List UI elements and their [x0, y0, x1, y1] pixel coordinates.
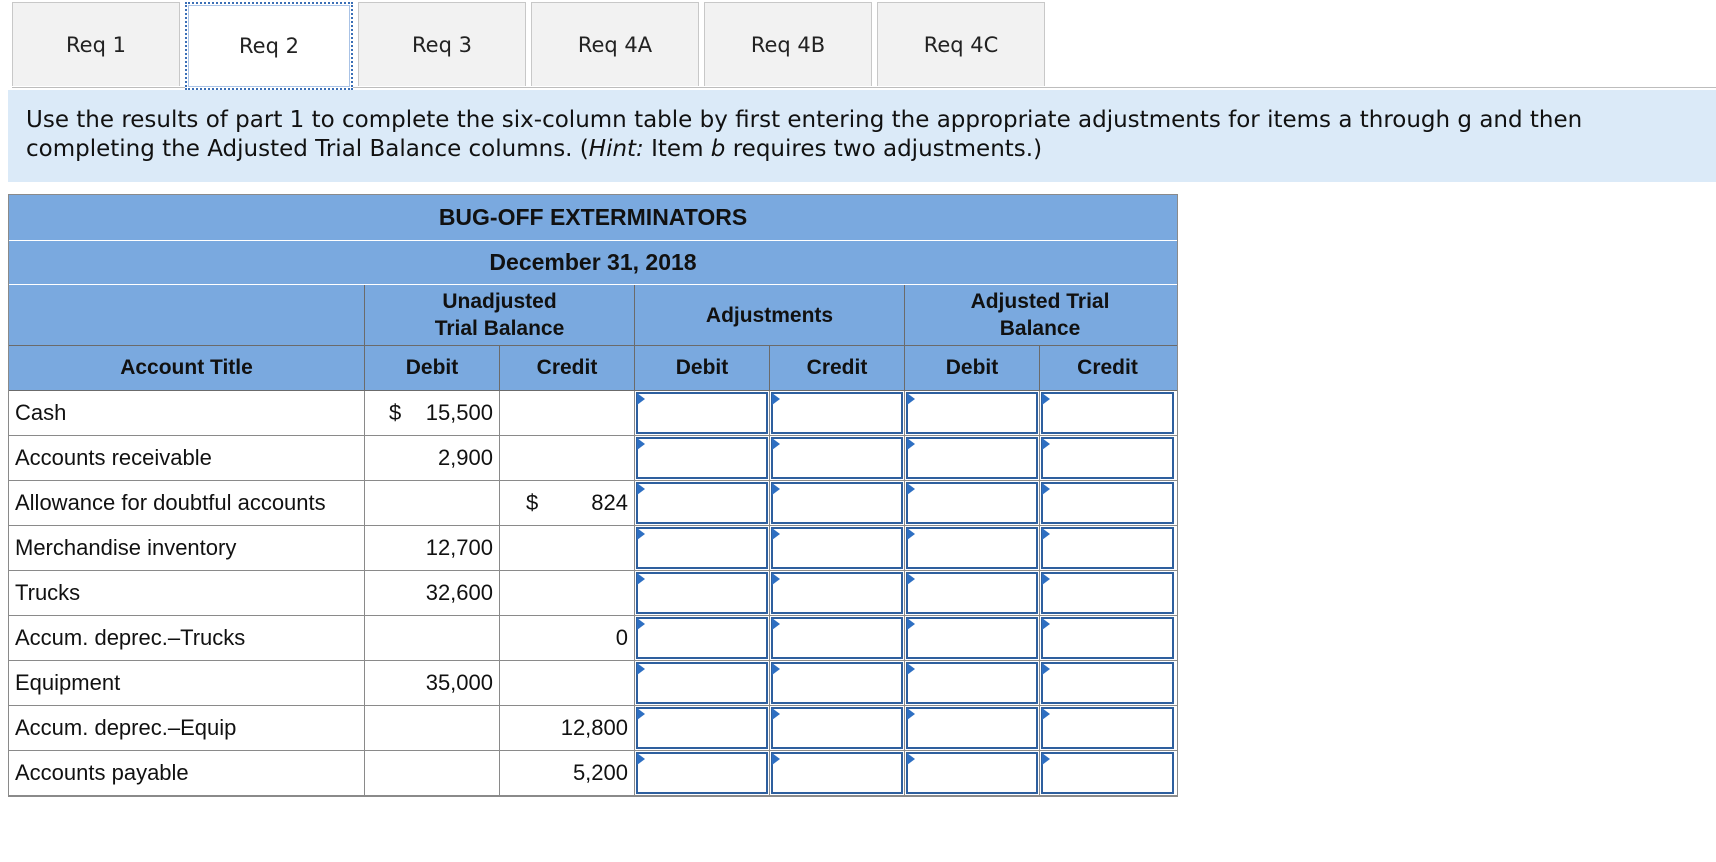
adjusted-credit-input[interactable] [1041, 437, 1174, 479]
adjusted-credit-cell [1040, 391, 1175, 435]
adjusted-debit-input[interactable] [906, 662, 1038, 704]
unadjusted-credit-cell [500, 481, 635, 525]
column-header-row [9, 346, 1177, 391]
adjustments-credit-cell [770, 571, 905, 615]
tab-req-2[interactable]: Req 2 [185, 2, 353, 90]
adjusted-debit-input[interactable] [906, 752, 1038, 794]
adjusted-credit-cell [1040, 751, 1175, 795]
table-row [9, 391, 1177, 436]
col-adj-debit: Debit [635, 346, 770, 390]
adjusted-debit-input[interactable] [906, 617, 1038, 659]
adjusted-credit-cell [1040, 481, 1175, 525]
unadjusted-credit-cell [500, 616, 635, 660]
tab-req-3[interactable]: Req 3 [358, 2, 526, 86]
instruction-part1: Use the results of part 1 to complete the six-column table by first entering the appropriate adjustments for items a through g and then completing the Adjusted Trial Balance columns. ( [26, 107, 1583, 162]
adjustments-debit-input[interactable] [636, 437, 768, 479]
debit-amount: 2,900 [437, 445, 493, 470]
adjusted-credit-input[interactable] [1041, 392, 1174, 434]
adjusted-credit-cell [1040, 526, 1175, 570]
account-title-cell: Accum. deprec.–Trucks [9, 616, 365, 660]
account-title-cell: Accum. deprec.–Equip [9, 706, 365, 750]
unadjusted-debit-cell [365, 436, 500, 480]
debit-amount: 12,700 [425, 535, 493, 560]
account-title-cell: Trucks [9, 571, 365, 615]
adjusted-credit-cell [1040, 571, 1175, 615]
adjusted-debit-input[interactable] [906, 707, 1038, 749]
adjustments-debit-cell [635, 751, 770, 795]
group-adjustments: Adjustments [635, 285, 905, 345]
adjusted-credit-cell [1040, 661, 1175, 705]
dollar-sign: $ [389, 400, 402, 425]
adjustments-credit-input[interactable] [771, 392, 903, 434]
col-unadj-credit: Credit [500, 346, 635, 390]
adjusted-credit-input[interactable] [1041, 752, 1174, 794]
worksheet-table [8, 194, 1178, 797]
adjusted-debit-cell [905, 526, 1040, 570]
col-account-title: Account Title [9, 346, 365, 390]
unadjusted-credit-cell [500, 661, 635, 705]
adjustments-debit-cell [635, 661, 770, 705]
adjusted-credit-cell [1040, 616, 1175, 660]
adjustments-credit-input[interactable] [771, 617, 903, 659]
adjustments-debit-input[interactable] [636, 572, 768, 614]
adjusted-credit-input[interactable] [1041, 527, 1174, 569]
adjustments-debit-cell [635, 571, 770, 615]
debit-amount: 35,000 [425, 670, 493, 695]
account-title-cell: Allowance for doubtful accounts [9, 481, 365, 525]
group-blank [9, 285, 365, 345]
adjusted-debit-cell [905, 616, 1040, 660]
adjustments-credit-cell [770, 661, 905, 705]
adjustments-credit-input[interactable] [771, 707, 903, 749]
adjustments-credit-cell [770, 436, 905, 480]
credit-amount: 824 [591, 490, 628, 515]
table-row [9, 706, 1177, 751]
col-adjusted-credit: Credit [1077, 356, 1138, 379]
adjustments-credit-input[interactable] [771, 482, 903, 524]
adjustments-credit-input[interactable] [771, 527, 903, 569]
adjustments-credit-cell [770, 481, 905, 525]
adjustments-debit-input[interactable] [636, 527, 768, 569]
adjustments-debit-cell [635, 526, 770, 570]
tab-req-4b[interactable]: Req 4B [704, 2, 872, 86]
adjusted-debit-input[interactable] [906, 572, 1038, 614]
table-row [9, 661, 1177, 706]
adjustments-credit-input[interactable] [771, 752, 903, 794]
unadjusted-debit-cell [365, 571, 500, 615]
adjustments-debit-cell [635, 391, 770, 435]
adjusted-debit-input[interactable] [906, 437, 1038, 479]
worksheet-date: December 31, 2018 [9, 241, 1177, 285]
dollar-sign: $ [526, 490, 539, 515]
account-title-cell: Cash [9, 391, 365, 435]
table-row [9, 481, 1177, 526]
table-row [9, 751, 1177, 796]
adjustments-debit-input[interactable] [636, 617, 768, 659]
credit-amount: 5,200 [572, 760, 628, 785]
adjusted-credit-input[interactable] [1041, 662, 1174, 704]
table-row [9, 436, 1177, 481]
adjusted-debit-cell [905, 571, 1040, 615]
adjusted-debit-cell [905, 751, 1040, 795]
unadjusted-credit-cell [500, 751, 635, 795]
adjusted-debit-input[interactable] [906, 482, 1038, 524]
adjustments-debit-input[interactable] [636, 482, 768, 524]
credit-amount: 12,800 [560, 715, 628, 740]
unadjusted-credit-cell [500, 526, 635, 570]
col-unadj-debit: Debit [365, 346, 500, 390]
adjusted-debit-cell [905, 706, 1040, 750]
adjustments-credit-cell [770, 706, 905, 750]
col-adjusted-debit: Debit [905, 346, 1040, 390]
unadjusted-credit-cell [500, 571, 635, 615]
debit-amount: 15,500 [425, 400, 493, 425]
adjusted-debit-input[interactable] [906, 392, 1038, 434]
adjustments-debit-input[interactable] [636, 707, 768, 749]
tab-req-1[interactable]: Req 1 [12, 2, 180, 86]
adjustments-credit-cell [770, 526, 905, 570]
tab-req-4a[interactable]: Req 4A [531, 2, 699, 86]
adjusted-debit-cell [905, 481, 1040, 525]
unadjusted-debit-cell [365, 661, 500, 705]
adjusted-credit-input[interactable] [1041, 572, 1174, 614]
worksheet-rows [9, 391, 1177, 796]
account-title-cell: Merchandise inventory [9, 526, 365, 570]
tab-req-4c[interactable]: Req 4C [877, 2, 1045, 86]
instruction-part2: Item [643, 136, 711, 162]
group-header-row [9, 285, 1177, 346]
unadjusted-credit-cell [500, 436, 635, 480]
adjustments-credit-cell [770, 391, 905, 435]
adjustments-credit-input[interactable] [771, 437, 903, 479]
account-title-cell: Equipment [9, 661, 365, 705]
hint-label: Hint: [588, 136, 644, 162]
adjustments-credit-input[interactable] [771, 572, 903, 614]
table-row [9, 526, 1177, 571]
group-unadjusted-trial-balance: Unadjusted Trial Balance [365, 285, 635, 345]
adjustments-debit-cell [635, 436, 770, 480]
table-row [9, 616, 1177, 661]
adjustments-debit-input[interactable] [636, 752, 768, 794]
credit-amount: 0 [615, 625, 628, 650]
unadjusted-debit-cell [365, 481, 500, 525]
adjusted-credit-cell [1040, 436, 1175, 480]
adjusted-credit-input[interactable] [1041, 707, 1174, 749]
unadjusted-debit-cell [365, 706, 500, 750]
adjusted-credit-input[interactable] [1041, 482, 1174, 524]
instruction-part3: requires two adjustments.) [725, 136, 1043, 162]
group-adjusted-trial-balance: Adjusted Trial Balance [970, 290, 1110, 340]
adjustments-debit-cell [635, 616, 770, 660]
adjusted-debit-cell [905, 391, 1040, 435]
adjustments-credit-cell [770, 751, 905, 795]
adjusted-credit-input[interactable] [1041, 617, 1174, 659]
adjusted-debit-cell [905, 436, 1040, 480]
adjustments-debit-cell [635, 481, 770, 525]
adjusted-debit-input[interactable] [906, 527, 1038, 569]
col-adj-credit: Credit [770, 346, 905, 390]
adjustments-debit-input[interactable] [636, 662, 768, 704]
debit-amount: 32,600 [425, 580, 493, 605]
unadjusted-credit-cell [500, 391, 635, 435]
unadjusted-debit-cell [365, 526, 500, 570]
unadjusted-credit-cell [500, 706, 635, 750]
company-name: BUG-OFF EXTERMINATORS [9, 195, 1177, 241]
unadjusted-debit-cell [365, 616, 500, 660]
instruction-text [8, 90, 1716, 182]
requirement-tabs [12, 2, 1050, 88]
adjustments-debit-cell [635, 706, 770, 750]
adjustments-credit-cell [770, 616, 905, 660]
account-title-cell: Accounts receivable [9, 436, 365, 480]
unadjusted-debit-cell [365, 751, 500, 795]
table-row [9, 571, 1177, 616]
adjustments-debit-input[interactable] [636, 392, 768, 434]
adjusted-debit-cell [905, 661, 1040, 705]
unadjusted-debit-cell [365, 391, 500, 435]
adjustments-credit-input[interactable] [771, 662, 903, 704]
item-letter: b [710, 136, 726, 162]
account-title-cell: Accounts payable [9, 751, 365, 795]
adjusted-credit-cell [1040, 706, 1175, 750]
